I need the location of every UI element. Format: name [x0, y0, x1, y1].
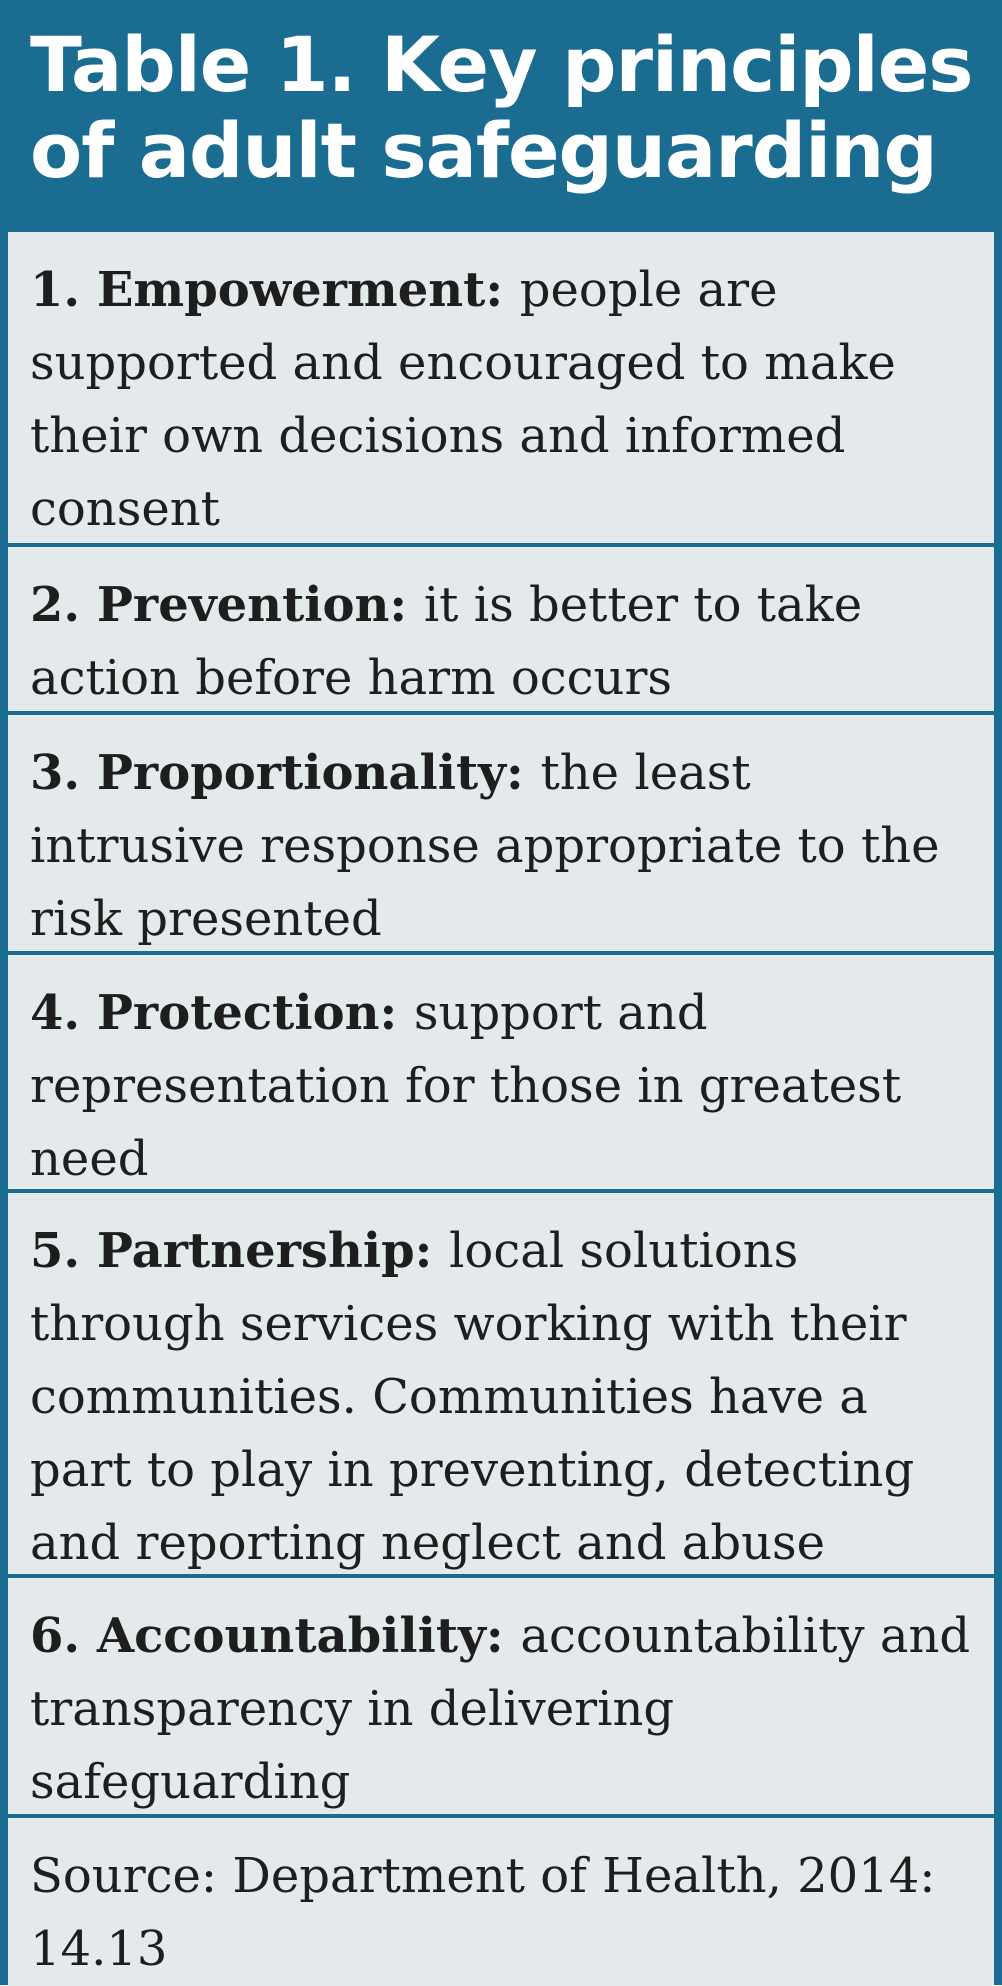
table-row	[8, 232, 994, 543]
principle-description: local solutions through services working with their communities. Communities have a part to play in preventing, detecting and reporting neglect and abuse	[30, 1223, 915, 1571]
principle-description: people are supported and encouraged to make their own decisions and informed consent	[30, 262, 896, 537]
table-row	[8, 955, 994, 1189]
table-row	[8, 1193, 994, 1574]
source-text: Source: Department of Health, 2014: 14.13	[30, 1848, 936, 1977]
principle-term: 2. Prevention:	[30, 577, 424, 633]
principle-term: 6. Accountability:	[30, 1608, 521, 1664]
table-row	[8, 1578, 994, 1814]
principle-term: 5. Partnership:	[30, 1223, 450, 1279]
principle-description: support and representation for those in greatest need	[30, 985, 902, 1187]
principle-description: the least intrusive response appropriate to the risk presented	[30, 745, 940, 947]
table-row	[8, 547, 994, 711]
table-title-line-2: of adult safeguarding	[30, 106, 937, 195]
table-title	[8, 0, 994, 232]
source-note	[8, 1818, 994, 1986]
table-body	[8, 232, 994, 1986]
table-row	[8, 715, 994, 951]
principle-term: 1. Empowerment:	[30, 262, 520, 318]
principle-description: accountability and transparency in delivering safeguarding	[30, 1608, 971, 1810]
table-title-line-1: Table 1. Key principles	[30, 20, 973, 109]
principle-term: 3. Proportionality:	[30, 745, 541, 801]
principle-term: 4. Protection:	[30, 985, 414, 1041]
principle-description: it is better to take action before harm occurs	[30, 577, 863, 706]
